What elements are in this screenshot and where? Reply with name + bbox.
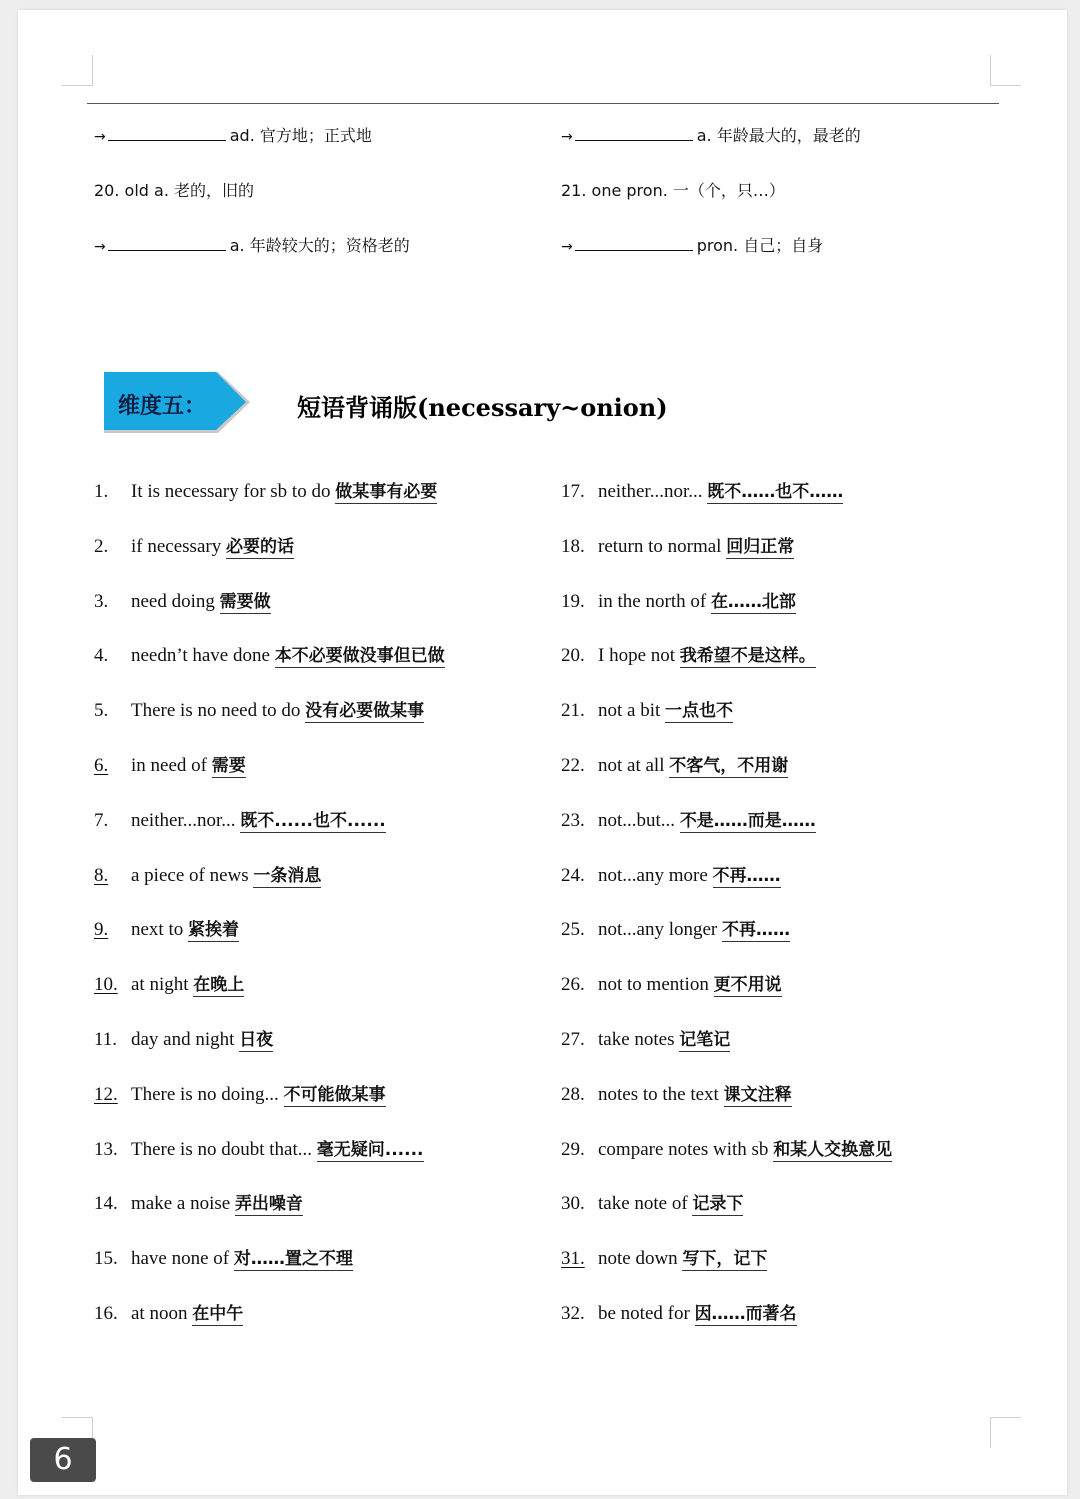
phrase-english: neither...nor... (131, 809, 236, 831)
phrase-meaning: 既不……也不…… (707, 482, 844, 502)
phrase-meaning: 在……北部 (710, 591, 796, 612)
phrase-item (561, 534, 794, 560)
phrase-number: 29. (561, 1138, 585, 1160)
phrase-english: next to (131, 919, 184, 941)
phrase-number: 21. (561, 700, 585, 722)
phrase-item (94, 698, 424, 724)
phrase-item (94, 534, 294, 560)
phrase-meaning: 和某人交换意见 (773, 1139, 893, 1160)
phrase-number: 25. (561, 919, 585, 941)
vocab-row: → a. 年龄最大的，最老的 (561, 126, 861, 145)
phrase-number: 31. (561, 1248, 585, 1270)
phrase-meaning: 在中午 (192, 1304, 244, 1324)
phrase-english: notes to the text (598, 1083, 719, 1105)
phrase-item (94, 1082, 386, 1108)
phrase-number: 22. (561, 755, 585, 776)
phrase-item (94, 863, 321, 889)
phrase-meaning: 弄出噪音 (234, 1194, 303, 1215)
phrase-item (561, 589, 796, 615)
phrase-number: 14. (94, 1193, 118, 1215)
phrase-meaning: 需要做 (219, 591, 271, 612)
phrase-number: 20. (561, 645, 585, 667)
phrase-item (94, 753, 246, 779)
phrase-english: not...but... (598, 809, 676, 831)
phrase-number: 18. (561, 535, 585, 557)
phrase-meaning: 毫无疑问...... (316, 1139, 424, 1160)
phrase-meaning: 因……而著名 (694, 1304, 797, 1324)
answer-blank[interactable] (575, 124, 693, 141)
phrase-item (561, 698, 733, 724)
section-badge-label: 维度五： (118, 394, 207, 419)
phrase-meaning: 没有必要做某事 (305, 701, 425, 722)
answer-blank[interactable] (108, 124, 226, 141)
phrase-item (561, 479, 843, 505)
phrase-item (94, 972, 244, 998)
phrase-item (561, 1301, 797, 1327)
phrase-item (94, 1191, 303, 1217)
vocab-row: 21. one pron. 一（个，只…） (561, 181, 785, 200)
phrase-english: not...any longer (598, 919, 718, 941)
phrase-item (94, 1137, 424, 1163)
phrase-meaning: 需要 (211, 756, 246, 776)
phrase-meaning: 更不用说 (713, 975, 782, 996)
phrase-number: 15. (94, 1248, 118, 1270)
phrase-item (561, 1191, 743, 1217)
phrase-english: not...any more (598, 864, 708, 886)
phrase-english: day and night (131, 1029, 235, 1050)
phrase-english: note down (598, 1248, 678, 1270)
phrase-english: if necessary (131, 535, 222, 557)
phrase-english: have none of (131, 1248, 230, 1270)
phrase-english: take note of (598, 1193, 688, 1215)
phrase-meaning: 写下，记下 (682, 1249, 768, 1270)
phrase-english: There is no doubt that... (131, 1138, 312, 1160)
phrase-english: at night (131, 974, 189, 996)
phrase-meaning: 记笔记 (679, 1030, 731, 1050)
phrase-meaning: 做某事有必要 (335, 482, 438, 502)
phrase-item (561, 863, 781, 889)
phrase-english: not at all (598, 755, 665, 776)
phrase-english: I hope not (598, 645, 676, 667)
phrase-number: 7. (94, 809, 109, 831)
phrase-english: return to normal (598, 535, 722, 557)
phrase-english: neither...nor... (598, 481, 703, 502)
phrase-english: in the north of (598, 590, 707, 612)
phrase-english: at noon (131, 1303, 188, 1324)
crop-mark-top-right (990, 55, 1021, 86)
phrase-english: be noted for (598, 1303, 690, 1324)
section-title: 短语背诵版(necessary~onion) (297, 393, 668, 422)
phrase-number: 5. (94, 700, 109, 722)
phrase-english: not a bit (598, 700, 661, 722)
phrase-number: 4. (94, 645, 109, 667)
phrase-meaning: 一条消息 (253, 865, 322, 886)
phrase-meaning: 不再…… (712, 865, 781, 886)
phrase-meaning: 紧挨着 (188, 920, 239, 941)
phrase-item (94, 589, 271, 615)
phrase-number: 9. (94, 919, 109, 941)
phrase-number: 11. (94, 1029, 118, 1050)
phrase-meaning: 本不必要做没事但已做 (274, 646, 445, 667)
phrase-number: 6. (94, 755, 109, 776)
phrase-number: 8. (94, 864, 109, 886)
phrase-number: 19. (561, 590, 585, 612)
phrase-item (561, 753, 788, 779)
phrase-item (94, 917, 239, 943)
vocab-row: → pron. 自己；自身 (561, 236, 824, 255)
section-badge (104, 372, 250, 433)
phrase-meaning: 必要的话 (225, 536, 294, 557)
phrase-item (561, 808, 816, 834)
phrase-item (561, 1137, 892, 1163)
phrase-meaning: 不是……而是…… (679, 810, 816, 831)
phrase-english: not to mention (598, 974, 709, 996)
phrase-item (94, 1246, 353, 1272)
phrase-number: 23. (561, 809, 585, 831)
phrase-number: 17. (561, 481, 585, 502)
phrase-meaning: 一点也不 (665, 701, 734, 722)
phrase-number: 32. (561, 1303, 585, 1324)
crop-mark-bottom-right (990, 1417, 1021, 1448)
phrase-meaning: 不再…… (722, 920, 791, 941)
phrase-item (94, 808, 386, 834)
phrase-english: need doing (131, 590, 215, 612)
phrase-meaning: 不可能做某事 (283, 1084, 386, 1105)
phrase-number: 2. (94, 535, 109, 557)
answer-blank[interactable] (108, 234, 226, 251)
phrase-meaning: 在晚上 (193, 975, 245, 996)
phrase-meaning: 日夜 (239, 1030, 274, 1050)
phrase-english: a piece of news (131, 864, 249, 886)
phrase-meaning: 对……置之不理 (233, 1249, 353, 1270)
phrase-number: 28. (561, 1083, 585, 1105)
phrase-english: It is necessary for sb to do (131, 481, 331, 502)
phrase-number: 26. (561, 974, 585, 996)
phrase-meaning: 不客气，不用谢 (669, 756, 789, 776)
phrase-english: compare notes with sb (598, 1138, 769, 1160)
phrase-item (561, 972, 782, 998)
vocab-row: 20. old a. 老的，旧的 (94, 181, 254, 200)
vocab-row: → ad. 官方地；正式地 (94, 126, 372, 145)
phrase-number: 1. (94, 481, 109, 502)
phrase-english: take notes (598, 1029, 675, 1050)
phrase-number: 13. (94, 1138, 118, 1160)
phrase-item (94, 1301, 243, 1327)
phrase-english: There is no need to do (131, 700, 301, 722)
phrase-item (561, 1082, 792, 1108)
phrase-english: There is no doing... (131, 1083, 279, 1105)
phrase-english: make a noise (131, 1193, 231, 1215)
phrase-item (561, 1027, 730, 1053)
phrase-number: 30. (561, 1193, 585, 1215)
phrase-number: 27. (561, 1029, 585, 1050)
phrase-english: in need of (131, 755, 207, 776)
phrase-item (94, 479, 437, 505)
phrase-item (94, 1027, 273, 1053)
phrase-number: 3. (94, 590, 109, 612)
phrase-meaning: 我希望不是这样。 (679, 646, 816, 667)
phrase-meaning: 记录下 (692, 1194, 744, 1215)
phrase-item (561, 917, 790, 943)
header-rule (87, 103, 999, 104)
phrase-meaning: 课文注释 (723, 1084, 792, 1105)
answer-blank[interactable] (575, 234, 693, 251)
page-number: 6 (30, 1438, 96, 1482)
phrase-number: 24. (561, 864, 585, 886)
phrase-item (94, 643, 445, 669)
phrase-number: 10. (94, 974, 118, 996)
phrase-number: 16. (94, 1303, 118, 1324)
phrase-english: needn’t have done (131, 645, 270, 667)
phrase-item (561, 1246, 767, 1272)
phrase-item (561, 643, 816, 669)
phrase-meaning: 回归正常 (726, 536, 795, 557)
crop-mark-top-left (62, 55, 93, 86)
vocab-row: → a. 年龄较大的；资格老的 (94, 236, 410, 255)
phrase-meaning: 既不......也不...... (240, 810, 386, 831)
phrase-number: 12. (94, 1083, 118, 1105)
